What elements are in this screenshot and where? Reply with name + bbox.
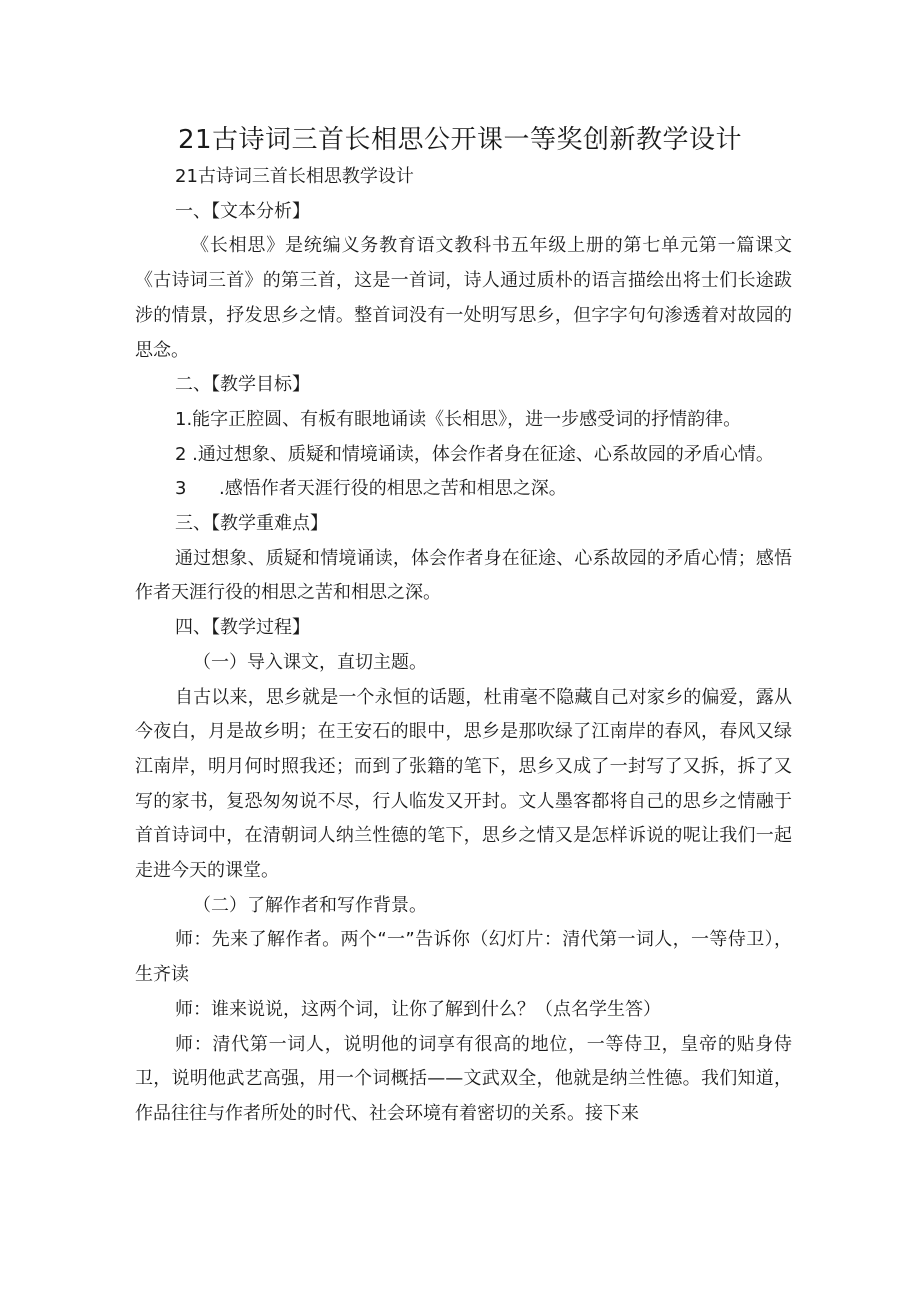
process-paragraph-4: 师：清代第一词人，说明他的词享有很高的地位，一等侍卫，皇帝的贴身侍卫，说明他武艺高强，用一个词概括——文武双全，他就是纳兰性德。我们知道，作品往往与作者所处的时代、社会环境有着密切的关系。接下来 bbox=[135, 1033, 792, 1124]
goal-3-number: 3 bbox=[175, 478, 187, 500]
subtitle: 21古诗词三首长相思教学设计 bbox=[175, 166, 414, 187]
section1-heading: 一、【文本分析】 bbox=[175, 200, 310, 222]
document-body bbox=[135, 160, 792, 1132]
process-paragraph-1: 自古以来，思乡就是一个永恒的话题，杜甫毫不隐藏自己对家乡的偏爱，露从今夜白，月是故乡明；在王安石的眼中，思乡是那吹绿了江南岸的春风，春风又绿江南岸，明月何时照我还；而到了张籍的笔下，思乡又成了一封写了又拆，拆了又写的家书，复恐匆匆说不尽，行人临发又开封。文人墨客都将自己的思乡之情融于首首诗词中，在清朝词人纳兰性德的笔下，思乡之情又是怎样诉说的呢让我们一起走进今天的课堂。 bbox=[135, 686, 792, 882]
subsection-1-heading: （一）导入课文，直切主题。 bbox=[193, 651, 427, 673]
section2-heading: 二、【教学目标】 bbox=[175, 374, 310, 396]
goal-1: 1.能字正腔圆、有板有眼地诵读《长相思》，进一步感受词的抒情韵律。 bbox=[175, 408, 742, 430]
subsection-2-heading: （二）了解作者和写作背景。 bbox=[193, 894, 427, 916]
section1-paragraph: 《长相思》是统编义务教育语文教科书五年级上册的第七单元第一篇课文《古诗词三首》的第三首，这是一首词，诗人通过质朴的语言描绘出将士们长途跋涉的情景，抒发思乡之情。整首词没有一处明写思乡，但字字句句渗透着对故园的思念。 bbox=[135, 235, 792, 361]
section3-paragraph: 通过想象、质疑和情境诵读，体会作者身在征途、心系故园的矛盾心情；感悟作者天涯行役的相思之苦和相思之深。 bbox=[135, 547, 792, 604]
document-title: 21古诗词三首长相思公开课一等奖创新教学设计 bbox=[177, 125, 743, 155]
goal-3 bbox=[135, 472, 792, 507]
goal-3-text: .感悟作者天涯行役的相思之苦和相思之深。 bbox=[219, 478, 567, 500]
goal-2: 2 .通过想象、质疑和情境诵读，体会作者身在征途、心系故园的矛盾心情。 bbox=[175, 443, 774, 465]
process-paragraph-3: 师：谁来说说，这两个词，让你了解到什么？（点名学生答） bbox=[175, 998, 661, 1020]
section3-heading: 三、【教学重难点】 bbox=[175, 513, 328, 535]
process-paragraph-2: 师：先来了解作者。两个“一”告诉你（幻灯片：清代第一词人，一等侍卫），生齐读 bbox=[135, 929, 792, 986]
section4-heading: 四、【教学过程】 bbox=[175, 617, 310, 639]
